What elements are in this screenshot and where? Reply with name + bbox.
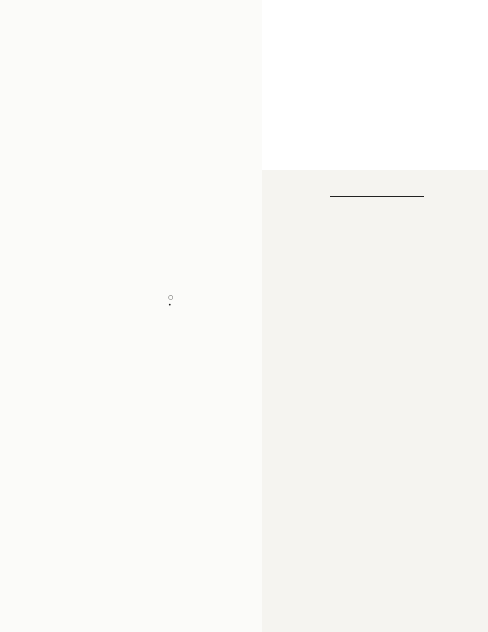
title-underline [330, 196, 424, 197]
table-sheet [262, 170, 488, 632]
legend-item-weight2: • [168, 302, 172, 309]
blank-scan-area [262, 0, 488, 170]
legend-item-weight1: ○ [168, 294, 174, 301]
weight-legend [168, 294, 173, 310]
